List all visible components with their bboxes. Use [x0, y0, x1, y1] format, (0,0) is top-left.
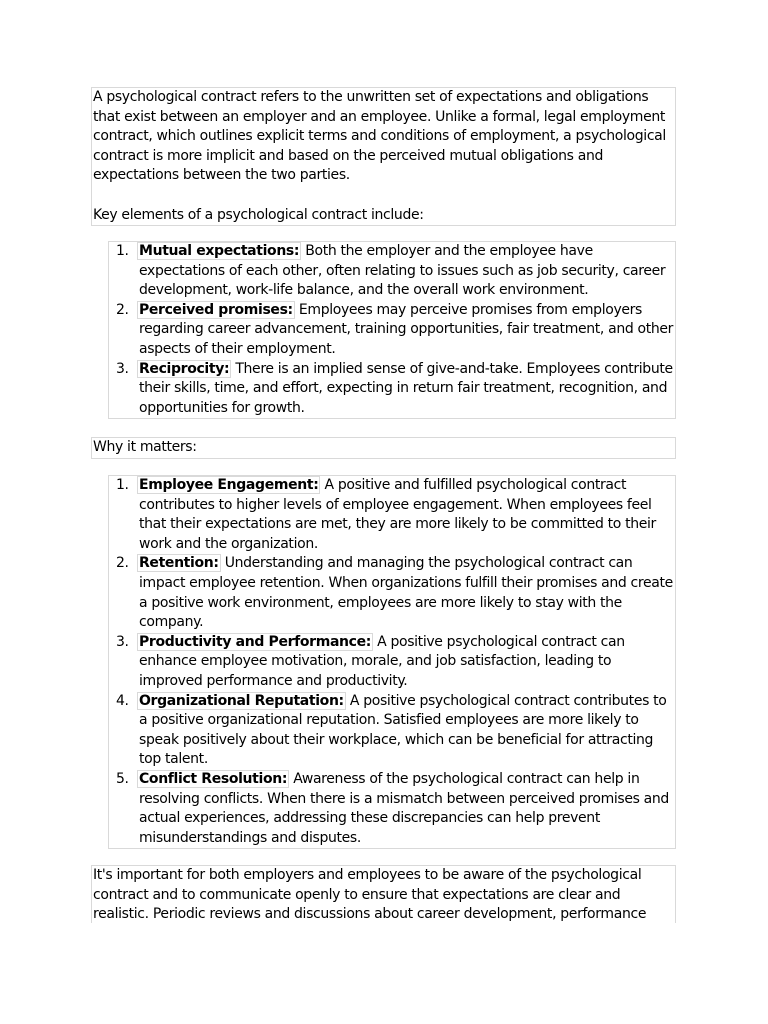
list-term: Productivity and Performance:	[139, 633, 372, 650]
list-item	[109, 360, 675, 419]
closing-paragraph: It's important for both employers and employees to be aware of the psychological contract and to communicate openly to ensure that expectations are clear and realistic. Periodic reviews and discussions about career development, performance	[93, 867, 647, 923]
list-text: Employees may perceive promises from employers regarding career advancement, training opportunities, fair treatment, and other aspects of their employment.	[139, 301, 674, 357]
list-text: Understanding and managing the psychological contract can impact employee retention. When organizations fulfill their promises and create a positive work environment, employees are more likely to stay with the company.	[139, 555, 673, 631]
list-item	[109, 692, 675, 770]
list-term: Mutual expectations:	[139, 243, 300, 259]
list-number: 1.	[116, 243, 129, 259]
list-number: 2.	[116, 301, 129, 318]
intro-block	[91, 87, 676, 226]
list-item	[109, 476, 675, 554]
list-text: A positive and fulfilled psychological contract contributes to higher levels of employee engagement. When employees feel that their expectations are met, they are more likely to be committed to their work and the organization.	[139, 477, 656, 552]
list-item	[109, 554, 675, 632]
list-item	[109, 770, 675, 848]
list-text: Awareness of the psychological contract can help in resolving conflicts. When there is a mismatch between perceived promises and actual experiences, addressing these discrepancies can help prevent misunderstandings and disputes.	[139, 770, 669, 846]
list-item	[109, 242, 675, 301]
list-text: A positive psychological contract contributes to a positive organizational reputation. Satisfied employees are more likely to speak positively about their workplace, which can be beneficial for attracting top talent.	[139, 692, 667, 768]
list-term: Organizational Reputation:	[139, 692, 344, 709]
list-term: Employee Engagement:	[139, 477, 319, 493]
list-term: Conflict Resolution:	[139, 770, 288, 787]
list-text: A positive psychological contract can enhance employee motivation, morale, and job satisfaction, leading to improved performance and productivity.	[139, 633, 625, 689]
list-item	[109, 633, 675, 692]
list-term: Reciprocity:	[139, 360, 230, 377]
why-heading-block	[91, 437, 676, 459]
list-item	[109, 301, 675, 360]
list-term: Retention:	[139, 555, 219, 572]
key-elements-lead: Key elements of a psychological contract include:	[93, 206, 424, 223]
list-number: 4.	[116, 692, 129, 709]
list-number: 3.	[116, 633, 129, 650]
list-text: There is an implied sense of give-and-take. Employees contribute their skills, time, and effort, expecting in return fair treatment, recognition, and opportunities for growth.	[139, 360, 673, 416]
list-number: 2.	[116, 555, 129, 572]
list-number: 1.	[116, 477, 129, 493]
list-number: 3.	[116, 360, 129, 377]
list-number: 5.	[116, 770, 129, 787]
reasons-list	[108, 475, 676, 849]
list-text: Both the employer and the employee have expectations of each other, often relating to issues such as job security, career development, work-life balance, and the overall work environment.	[139, 243, 666, 299]
why-heading: Why it matters:	[93, 439, 197, 455]
intro-paragraph: A psychological contract refers to the unwritten set of expectations and obligations that exist between an employer and an employee. Unlike a formal, legal employment contract, which outlines explicit terms and conditions of employment, a psychological contract is more implicit and based on the perceived mutual obligations and expectations between the two parties.	[93, 89, 666, 184]
key-elements-list	[108, 241, 676, 419]
list-term: Perceived promises:	[139, 301, 293, 318]
closing-block	[91, 865, 676, 923]
